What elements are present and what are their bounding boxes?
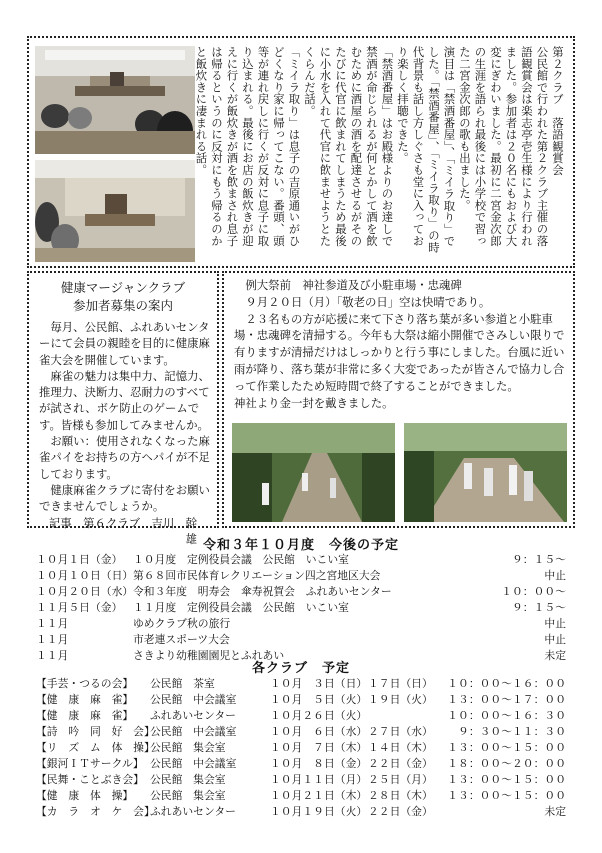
club-place: ふれあいセンター bbox=[150, 805, 236, 818]
schedule-status: ９：１５～ bbox=[512, 553, 566, 566]
club-row bbox=[0, 788, 602, 803]
schedule-row bbox=[0, 616, 602, 631]
mahjong-article bbox=[27, 271, 219, 546]
club-d2: １７日（日） bbox=[368, 677, 433, 690]
shrine-photo-path bbox=[232, 423, 395, 522]
club-club: 【健 康 体 操】 bbox=[36, 789, 134, 802]
clubs-title: 各クラブ 予定 bbox=[251, 661, 350, 676]
mahjong-title bbox=[29, 279, 217, 315]
rakugo-title: 第２クラブ 落語観賞会 bbox=[551, 46, 565, 176]
club-club: 【リ ズ ム 体 操】 bbox=[36, 741, 155, 754]
club-d2: ２７日（水） bbox=[368, 725, 433, 738]
club-club: 【健 康 麻 雀】 bbox=[36, 709, 134, 722]
club-time: １８：００～２０：００ bbox=[447, 757, 566, 770]
club-club: 【銀河ＩＴサークル】 bbox=[36, 757, 144, 770]
club-d2: ２５日（月） bbox=[368, 773, 433, 786]
club-d1: １０月１１日（月） bbox=[270, 773, 368, 786]
rakugo-article bbox=[27, 36, 575, 268]
schedule-row bbox=[0, 568, 602, 583]
rakugo-photo-audience bbox=[35, 46, 195, 154]
schedule-event: １１月度 定例役員会議 公民館 いこい室 bbox=[133, 601, 349, 614]
schedule-row bbox=[0, 632, 602, 647]
schedule-event: 市老連スポーツ大会 bbox=[133, 633, 230, 646]
schedule-event: １０月度 定例役員会議 公民館 いこい室 bbox=[133, 553, 349, 566]
shrine-date: ９月２０日（月）「敬老の日」空は快晴であり。 bbox=[245, 294, 491, 309]
mahjong-paragraph: 毎月、公民館、ふれあいセンターにて会員の親睦を目的に健康麻雀大会を開催しています。 bbox=[39, 320, 210, 367]
club-d2: ２８日（木） bbox=[368, 789, 433, 802]
club-place: 公民館 中会議室 bbox=[150, 725, 237, 738]
club-time: １０：００～１６：３０ bbox=[447, 709, 566, 722]
club-row bbox=[0, 756, 602, 771]
club-place: 公民館 集会室 bbox=[150, 789, 226, 802]
schedule-date: １１月 bbox=[36, 649, 69, 662]
club-place: 公民館 中会議室 bbox=[150, 693, 237, 706]
schedule-date: １０月１０日（日） bbox=[36, 569, 134, 582]
club-time: ９：３０～１１：３０ bbox=[458, 725, 566, 738]
rakugo-paragraph: 「禁酒番屋」はお殿様よりのお達しで禁酒が命じられるが何とかして酒を飲むために酒屋の酒を配達させるがそのたびに代官に飲まれてしまうため最後に小水を入れて代官に飲ませようとたくらんだ話。 bbox=[303, 46, 395, 247]
club-place: 公民館 集会室 bbox=[150, 773, 226, 786]
club-place: 公民館 茶室 bbox=[150, 677, 215, 690]
schedule-status: １０：００～ bbox=[501, 585, 566, 598]
schedule-event: ゆめクラブ秋の旅行 bbox=[133, 617, 231, 630]
mahjong-paragraph: 健康麻雀クラブに寄付をお願いできませんでしょうか。 bbox=[39, 482, 210, 514]
club-d2: １９日（火） bbox=[368, 693, 433, 706]
club-d1: １０月２６日（火） bbox=[270, 709, 368, 722]
schedule-status: 未定 bbox=[544, 649, 566, 662]
schedule-date: １１月５日（金） bbox=[36, 601, 123, 614]
shrine-photo-cleaning bbox=[404, 423, 567, 522]
mahjong-paragraph: 麻雀の魅力は集中力、記憶力、推理力、決断力、忍耐力のすべてが試され、ボケ防止のゲームです。皆様も参加してみませんか。 bbox=[39, 368, 210, 432]
mahjong-signature: 記事 第６クラブ 吉川 幹雄 bbox=[48, 515, 197, 546]
club-d1: １０月１９日（火） bbox=[270, 805, 368, 818]
shrine-article bbox=[222, 271, 575, 528]
club-club: 【手芸・つるの会】 bbox=[36, 677, 134, 690]
club-club: 【健 康 麻 雀】 bbox=[36, 693, 134, 706]
rakugo-paragraph: 演目は「禁酒番屋」、「ミイラ取り」でした。「禁酒番屋」、「ミイラ取り」の時代背景も話し方しぐさも堂に入っており楽しく拝聴できた。 bbox=[396, 46, 457, 254]
schedule-title: 令和３年１０月度 今後の予定 bbox=[202, 538, 399, 553]
mahjong-title-line1: 健康マージャンクラブ bbox=[60, 280, 186, 295]
schedule-status: 中止 bbox=[544, 633, 566, 646]
club-d1: １０月 ６日（水） bbox=[270, 725, 368, 738]
shrine-heading: 例大祭前 神社参道及び小駐車場・忠魂碑 bbox=[245, 278, 462, 292]
club-row bbox=[0, 740, 602, 755]
rakugo-paragraph: 「ミイラ取り」は息子の吉原通いがひどくなり家に帰ってこない。番頭、頭等が連れ戻しに行くが反対に息子に取り込まれる。最後にお店の飯炊きが迎えに行くが飯炊きが酒を飲まされ息子は帰るというのに反対にもう帰るのかと飯炊きに凄まれる話。 bbox=[195, 46, 302, 247]
mahjong-paragraph: お願い：使用されなくなった麻雀パイをお持ちの方ヘパイが不足しております。 bbox=[39, 434, 210, 481]
schedule-status: 中止 bbox=[544, 617, 566, 630]
club-row bbox=[0, 708, 602, 723]
club-d1: １０月２１日（木） bbox=[270, 789, 368, 802]
club-row bbox=[0, 676, 602, 691]
club-time: １３：００～１７：００ bbox=[447, 693, 566, 706]
club-d1: １０月 ７日（木） bbox=[270, 741, 368, 754]
club-place: 公民館 集会室 bbox=[150, 741, 226, 754]
schedule-row bbox=[0, 600, 602, 615]
schedule-date: １０月１日（金） bbox=[36, 553, 123, 566]
club-time: 未定 bbox=[544, 805, 566, 818]
rakugo-paragraph: 公民館で行われた第２クラブ主催の落語観賞会は楽志亭壱生様により行われました。参加者は２０名にもおよび大変にぎわいました。最初に二宮金次郎の生涯を語られ最後には小学校で習った二宮金次郎の歌も出ました。 bbox=[458, 46, 550, 247]
rakugo-text bbox=[195, 46, 565, 258]
club-row bbox=[0, 692, 602, 707]
shrine-body bbox=[224, 273, 573, 411]
club-d1: １０月 ５日（火） bbox=[270, 693, 368, 706]
schedule-event: 第６８回市民体育レクリエーション四之宮地区大会 bbox=[133, 569, 381, 582]
club-place: ふれあいセンター bbox=[150, 709, 236, 722]
schedule-row bbox=[0, 584, 602, 599]
club-place: 公民館 中会議室 bbox=[150, 757, 237, 770]
mahjong-body bbox=[29, 315, 217, 547]
club-club: 【カ ラ オ ケ 会】 bbox=[36, 805, 155, 818]
club-d1: １０月 ３日（日） bbox=[270, 677, 368, 690]
schedule-date: １０月２０日（水） bbox=[36, 585, 134, 598]
club-d1: １０月 ８日（金） bbox=[270, 757, 368, 770]
schedule-row bbox=[0, 552, 602, 567]
club-d2: ２２日（金） bbox=[368, 757, 433, 770]
club-d2: １４日（木） bbox=[368, 741, 433, 754]
schedule-date: １１月 bbox=[36, 617, 69, 630]
club-d2: ２２日（金） bbox=[368, 805, 433, 818]
rakugo-photo-stage bbox=[35, 160, 195, 262]
schedule-event: 令和３年度 明寿会 傘寿祝賀会 ふれあいセンター bbox=[133, 585, 392, 598]
club-club: 【民舞・ことぶき会】 bbox=[36, 773, 144, 786]
schedule-status: ９：１５～ bbox=[512, 601, 566, 614]
mahjong-title-line2: 参加者募集の案内 bbox=[72, 298, 173, 313]
club-row bbox=[0, 724, 602, 739]
shrine-text: ２３名もの方が応援に来て下さり落ち葉が多い参道と小駐車場・忠魂碑を清掃する。今年も大祭は縮小開催でさみしい限りで有りますが清掃だけはしっかりと行う事にしました。台風に近い雨が降り、落ち葉が非常に多く大変であったが皆さんで協力し合って作業したため短時間で終了することができました。 bbox=[234, 311, 565, 393]
club-time: １３：００～１５：００ bbox=[447, 741, 566, 754]
club-time: １３：００～１５：００ bbox=[447, 789, 566, 802]
club-row bbox=[0, 772, 602, 787]
schedule-date: １１月 bbox=[36, 633, 69, 646]
schedule-event: さきより幼稚園園児とふれあい bbox=[133, 649, 285, 662]
club-row bbox=[0, 804, 602, 819]
schedule-status: 中止 bbox=[544, 569, 566, 582]
club-time: １３：００～１５：００ bbox=[447, 773, 566, 786]
club-club: 【詩 吟 同 好 会】 bbox=[36, 725, 155, 738]
club-time: １０：００～１６：００ bbox=[447, 677, 566, 690]
shrine-closing: 神社より金一封を戴きました。 bbox=[234, 395, 394, 410]
